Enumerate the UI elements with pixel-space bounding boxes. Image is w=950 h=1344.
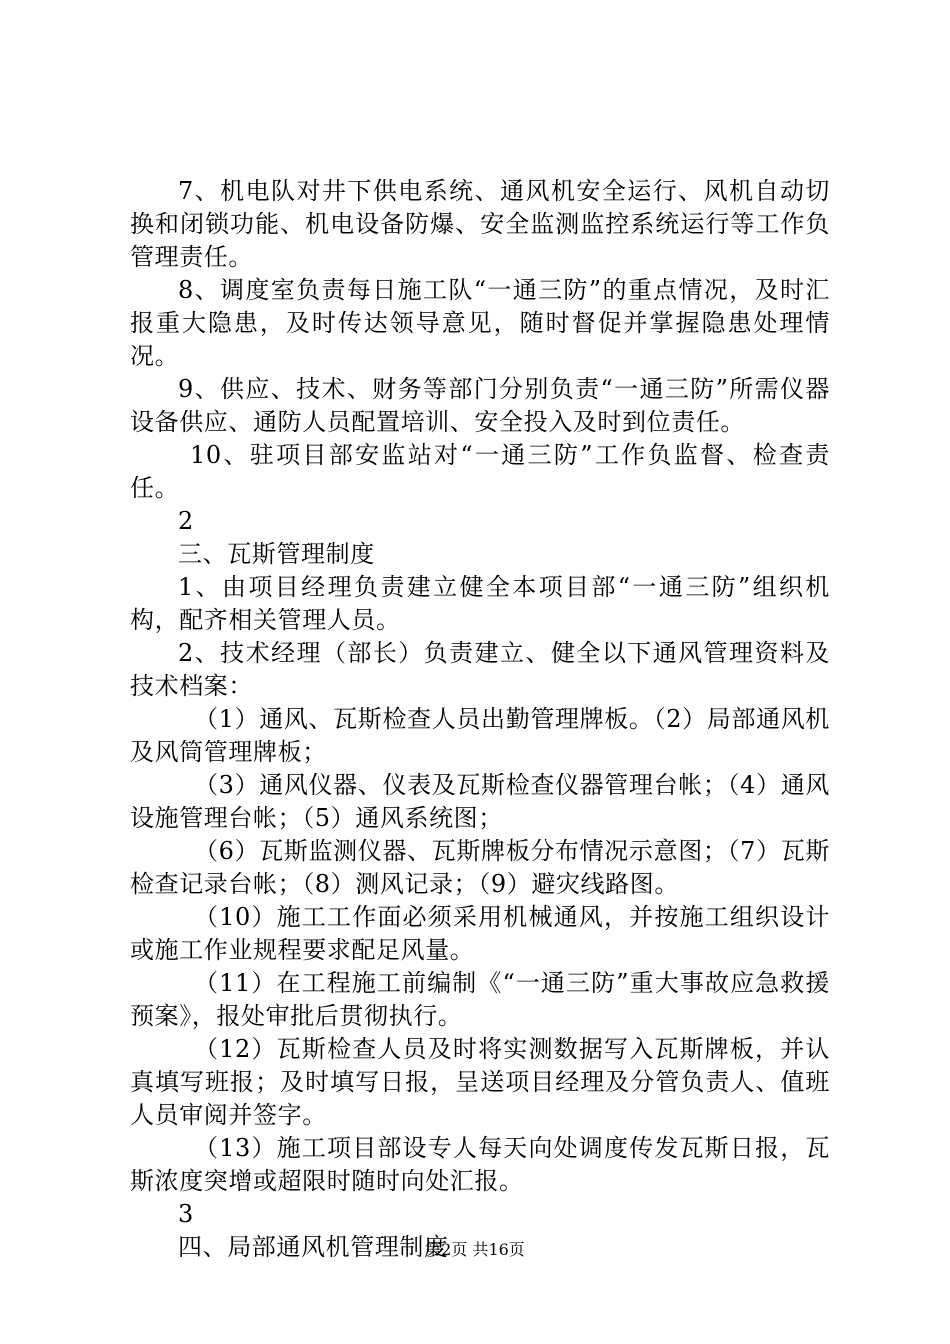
clause-8: 8、调度室负责每日施工队“一通三防”的重点情况，及时汇报重大隐患，及时传达领导意见，随时督促并掌握隐患处理情况。 [130, 276, 830, 370]
page-number-footer: 第2页 共16页 [425, 1240, 525, 1259]
section-heading-gas-management: 三、瓦斯管理制度 [178, 540, 375, 568]
clause-10: 10、驻项目部安监站对“一通三防”工作负监督、检查责任。 [130, 441, 830, 502]
clause-7: 7、机电队对井下供电系统、通风机安全运行、风机自动切换和闭锁功能、机电设备防爆、安全监测监控系统运行等工作负管理责任。 [130, 177, 830, 271]
section-marker-3: 3 [178, 1200, 194, 1228]
document-body [130, 175, 830, 1264]
gas-subitem-11: （11）在工程施工前编制《“一通三防”重大事故应急救援预案》，报处审批后贯彻执行。 [130, 969, 830, 1030]
gas-clause-2: 2、技术经理（部长）负责建立、健全以下通风管理资料及技术档案： [130, 639, 830, 700]
gas-subitem-3-5: （3）通风仪器、仪表及瓦斯检查仪器管理台帐；（4）通风设施管理台帐；（5）通风系统图； [130, 771, 830, 832]
section-marker-2: 2 [178, 507, 194, 535]
gas-clause-1: 1、由项目经理负责建立健全本项目部“一通三防”组织机构，配齐相关管理人员。 [130, 573, 830, 634]
gas-subitem-13: （13）施工项目部设专人每天向处调度传发瓦斯日报，瓦斯浓度突增或超限时随时向处汇报。 [130, 1134, 830, 1195]
gas-subitem-10: （10）施工工作面必须采用机械通风，并按施工组织设计或施工作业规程要求配足风量。 [130, 903, 830, 964]
gas-subitem-12: （12）瓦斯检查人员及时将实测数据写入瓦斯牌板，并认真填写班报；及时填写日报，呈送项目经理及分管负责人、值班人员审阅并签字。 [130, 1035, 830, 1129]
clause-9: 9、供应、技术、财务等部门分别负责“一通三防”所需仪器设备供应、通防人员配置培训、安全投入及时到位责任。 [130, 375, 830, 436]
gas-subitem-1-2: （1）通风、瓦斯检查人员出勤管理牌板。（2）局部通风机及风筒管理牌板； [130, 705, 830, 766]
gas-subitem-6-9: （6）瓦斯监测仪器、瓦斯牌板分布情况示意图；（7）瓦斯检查记录台帐；（8）测风记录；（9）避灾线路图。 [130, 837, 830, 898]
section-heading-local-fan-management: 四、局部通风机管理制度 [178, 1233, 449, 1261]
